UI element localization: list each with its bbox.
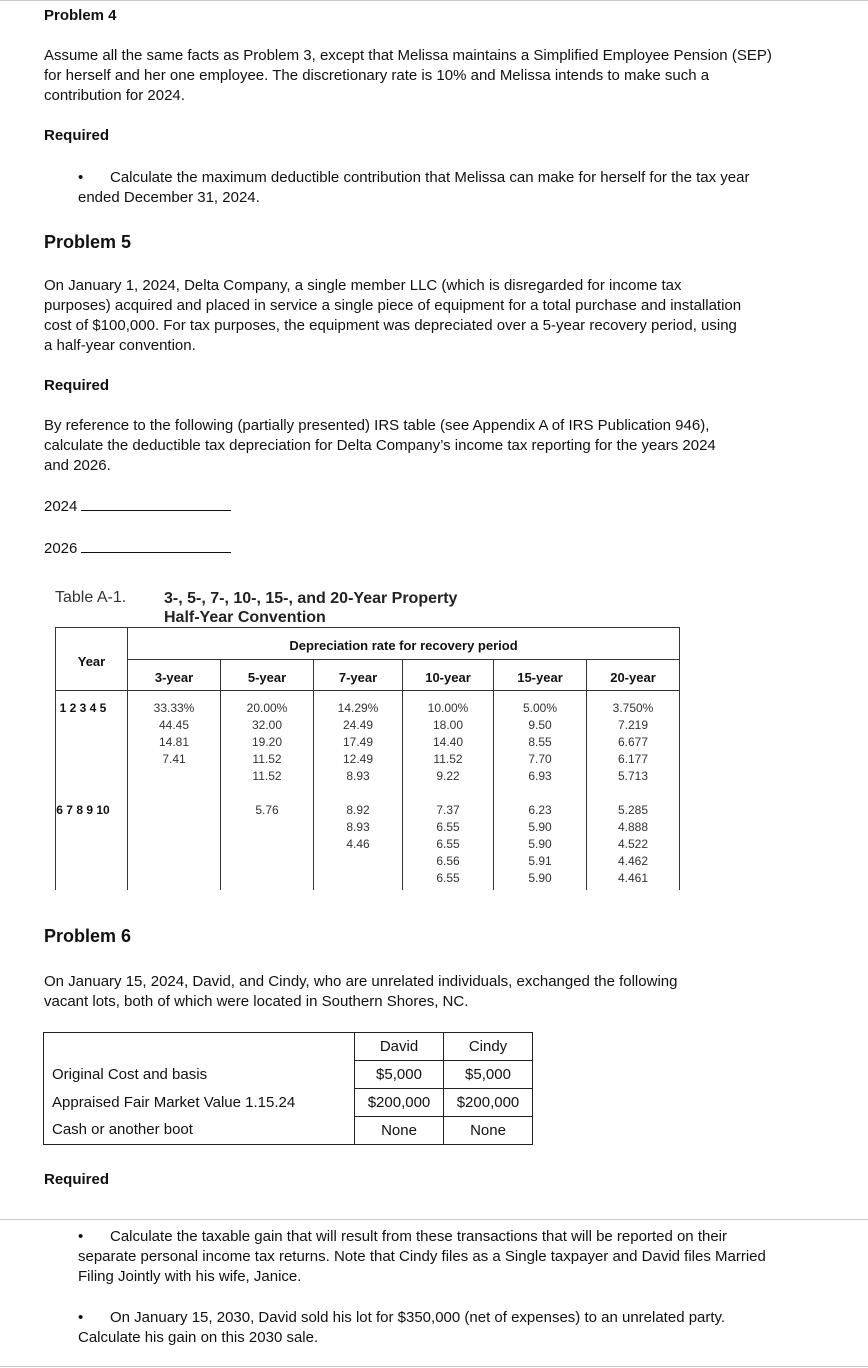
rates-7-year-group2: 8.92 8.93 4.46 [346, 803, 370, 851]
column-header-7-year: 7-year [338, 670, 378, 685]
table-rule [586, 659, 587, 890]
bottom-divider [0, 1366, 868, 1367]
problem6-bullet-2: On January 15, 2030, David sold his lot for $350,000 (net of expenses) to an unrelated party. Calculate his gain on this 2030 sale. [78, 1309, 726, 1346]
rates-15-year-group2: 6.23 5.90 5.90 5.91 5.90 [528, 803, 552, 885]
table-rule [127, 627, 128, 890]
table-rule [493, 659, 494, 890]
bullet-icon: • [78, 169, 84, 186]
answer-year-label: 2026 [44, 540, 78, 557]
answer-blank[interactable] [81, 496, 231, 511]
problem4-bullet: Calculate the maximum deductible contribution that Melissa can make for herself for the tax year ended December 31, 2024. [78, 169, 750, 206]
problem5-required: Required [44, 377, 110, 394]
year-numbers-group2: 6 7 8 9 10 [56, 803, 110, 817]
answer-year-label: 2024 [44, 498, 78, 515]
year-numbers-group1: 1 2 3 4 5 [59, 701, 107, 715]
table-row [44, 1117, 533, 1145]
problem6-body: On January 15, 2024, David, and Cindy, who are unrelated individuals, exchanged the following vacant lots, both of which were located in Southern Shores, NC. [44, 973, 678, 1010]
row-label: Cash or another boot [44, 1117, 355, 1145]
rates-5-year-group2: 5.76 [255, 803, 279, 817]
year-header: Year [77, 654, 106, 669]
table-rule [55, 627, 680, 628]
table-row [44, 1089, 533, 1117]
problem6-title: Problem 6 [44, 926, 132, 946]
header-david: David [355, 1033, 444, 1061]
cindy-value: None [444, 1117, 533, 1145]
irs-table-title-line2: Half-Year Convention [164, 609, 326, 626]
problem5-body: On January 1, 2024, Delta Company, a single member LLC (which is disregarded for income tax purposes) acquired and placed in service a single piece of equipment for a total purchase and installation cost of $100,000. For tax purposes, the equipment was depreciated over a 5-year recovery period, using a half-year convention. [44, 277, 742, 354]
rates-10-year-group2: 7.37 6.55 6.55 6.56 6.55 [436, 803, 460, 885]
table-rule [679, 627, 680, 890]
bullet-icon: • [78, 1309, 84, 1326]
page-divider [0, 1219, 868, 1220]
rates-20-year-group2: 5.285 4.888 4.522 4.462 4.461 [617, 803, 649, 885]
row-label: Appraised Fair Market Value 1.15.24 [44, 1089, 355, 1117]
table-rule [127, 659, 680, 660]
column-header-10-year: 10-year [425, 670, 471, 685]
column-header-3-year: 3-year [154, 670, 194, 685]
column-header-20-year: 20-year [610, 670, 656, 685]
problem4-body: Assume all the same facts as Problem 3, except that Melissa maintains a Simplified Employee Pension (SEP) for herself and her one employee. The discretionary rate is 10% and Melissa intends to make such a contribution for 2024. [44, 47, 772, 104]
top-divider [0, 0, 868, 1]
irs-table-title-line1: 3-, 5-, 7-, 10-, 15-, and 20-Year Property [164, 590, 458, 607]
group-header: Depreciation rate for recovery period [289, 638, 518, 653]
rates-20-year-group1: 3.750% 7.219 6.677 6.177 5.713 [612, 701, 654, 783]
table-row [44, 1061, 533, 1089]
rates-15-year-group1: 5.00% 9.50 8.55 7.70 6.93 [522, 701, 558, 783]
header-cindy: Cindy [444, 1033, 533, 1061]
table-rule [313, 659, 314, 890]
table-header-row [44, 1033, 533, 1061]
problem5-instruction: By reference to the following (partially presented) IRS table (see Appendix A of IRS Publication 946), calculate the deductible tax depreciation for Delta Company’s income tax reporting for the years 2024 and 2026. [44, 417, 716, 474]
answer-blank[interactable] [81, 538, 231, 553]
david-value: $200,000 [355, 1089, 444, 1117]
table-rule [220, 659, 221, 890]
problem5-title: Problem 5 [44, 232, 132, 252]
cindy-value: $200,000 [444, 1089, 533, 1117]
problem4-title: Problem 4 [44, 7, 117, 24]
table-corner-cell [44, 1033, 355, 1061]
answer-line-2024[interactable] [44, 496, 231, 517]
problem6-bullet-1: Calculate the taxable gain that will result from these transactions that will be reported on their separate personal income tax returns. Note that Cindy files as a Single taxpayer and David files Married Filing Jointly with his wife, Janice. [78, 1228, 766, 1285]
problem6-required: Required [44, 1171, 110, 1188]
rates-5-year-group1: 20.00% 32.00 19.20 11.52 11.52 [246, 701, 288, 783]
bullet-icon: • [78, 1228, 84, 1245]
david-value: $5,000 [355, 1061, 444, 1089]
rates-3-year-group1: 33.33% 44.45 14.81 7.41 [153, 701, 195, 766]
david-value: None [355, 1117, 444, 1145]
column-header-15-year: 15-year [517, 670, 563, 685]
cindy-value: $5,000 [444, 1061, 533, 1089]
table-rule [402, 659, 403, 890]
problem4-required: Required [44, 127, 110, 144]
answer-line-2026[interactable] [44, 538, 231, 559]
row-label: Original Cost and basis [44, 1061, 355, 1089]
irs-table-label: Table A-1. [55, 589, 127, 606]
rates-7-year-group1: 14.29% 24.49 17.49 12.49 8.93 [337, 701, 379, 783]
rates-10-year-group1: 10.00% 18.00 14.40 11.52 9.22 [427, 701, 469, 783]
column-header-5-year: 5-year [247, 670, 287, 685]
lot-exchange-table [43, 1032, 533, 1145]
